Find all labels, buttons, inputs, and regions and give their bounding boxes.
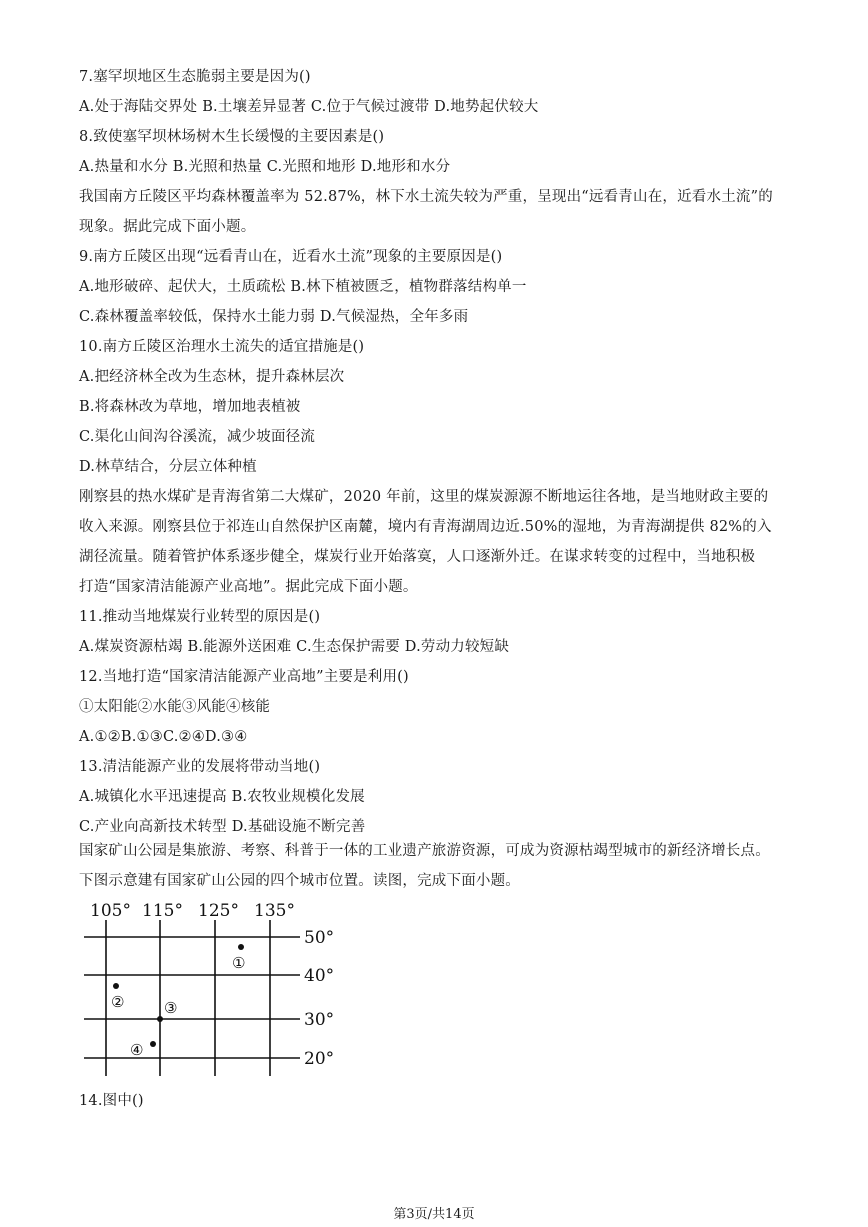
text-line: 8.致使塞罕坝林场树木生长缓慢的主要因素是() <box>79 129 385 145</box>
city-1-dot <box>238 944 244 950</box>
latitude-label-40: 40° <box>304 966 335 986</box>
text-line: B.将森林改为草地，增加地表植被 <box>79 399 301 415</box>
text-line: C.森林覆盖率较低，保持水土能力弱 D.气候湿热，全年多雨 <box>79 309 469 325</box>
longitude-label-105: 105° <box>90 901 131 921</box>
text-line: 湖径流量。随着管护体系逐步健全，煤炭行业开始落寞，人口逐渐外迁。在谋求转变的过程中，当地积极 <box>79 549 756 565</box>
map-svg <box>80 898 340 1078</box>
latitude-label-30: 30° <box>304 1010 335 1030</box>
question-14-stem: 14.图中() <box>79 1093 144 1109</box>
text-line: A.处于海陆交界处 B.土壤差异显著 C.位于气候过渡带 D.地势起伏较大 <box>79 99 539 115</box>
text-line: 我国南方丘陵区平均森林覆盖率为 52.87%，林下水土流失较为严重，呈现出“远看青山在，近看水土流”的 <box>79 189 773 205</box>
city-2-dot <box>113 983 119 989</box>
city-location-map <box>80 898 340 1078</box>
city-3-label: ③ <box>164 999 178 1017</box>
longitude-label-125: 125° <box>198 901 239 921</box>
text-line: A.地形破碎、起伏大，土质疏松 B.林下植被匮乏，植物群落结构单一 <box>79 279 527 295</box>
text-line: 12.当地打造“国家清洁能源产业高地”主要是利用() <box>79 669 409 685</box>
text-line: 13.清洁能源产业的发展将带动当地() <box>79 759 321 775</box>
text-line: A.城镇化水平迅速提高 B.农牧业规模化发展 <box>79 789 365 805</box>
text-line: 现象。据此完成下面小题。 <box>79 219 256 235</box>
longitude-label-115: 115° <box>142 901 183 921</box>
text-line: 9.南方丘陵区出现“远看青山在，近看水土流”现象的主要原因是() <box>79 249 503 265</box>
latitude-label-50: 50° <box>304 928 335 948</box>
page-footer: 第3页/共14页 <box>393 1207 475 1222</box>
longitude-label-135: 135° <box>254 901 295 921</box>
text-line: A.煤炭资源枯竭 B.能源外送困难 C.生态保护需要 D.劳动力较短缺 <box>79 639 510 655</box>
city-1-label: ① <box>232 954 246 972</box>
text-line: A.热量和水分 B.光照和热量 C.光照和地形 D.地形和水分 <box>79 159 451 175</box>
text-line: 10.南方丘陵区治理水土流失的适宜措施是() <box>79 339 365 355</box>
latitude-label-20: 20° <box>304 1049 335 1069</box>
text-line: 国家矿山公园是集旅游、考察、科普于一体的工业遗产旅游资源，可成为资源枯竭型城市的新经济增长点。 <box>79 843 770 859</box>
text-line: 7.塞罕坝地区生态脆弱主要是因为() <box>79 69 311 85</box>
text-line: 下图示意建有国家矿山公园的四个城市位置。读图，完成下面小题。 <box>79 873 520 889</box>
text-line: 打造“国家清洁能源产业高地”。据此完成下面小题。 <box>79 579 418 595</box>
city-2-label: ② <box>111 993 125 1011</box>
text-line: D.林草结合，分层立体种植 <box>79 459 257 475</box>
text-line: A.把经济林全改为生态林，提升森林层次 <box>79 369 345 385</box>
text-line: C.产业向高新技术转型 D.基础设施不断完善 <box>79 819 366 835</box>
text-line: 刚察县的热水煤矿是青海省第二大煤矿，2020 年前，这里的煤炭源源不断地运往各地，是当地财政主要的 <box>79 489 769 505</box>
text-line: C.渠化山间沟谷溪流，减少坡面径流 <box>79 429 316 445</box>
text-line: 收入来源。刚察县位于祁连山自然保护区南麓，境内有青海湖周边近.50%的湿地，为青海湖提供 82%的入 <box>79 519 772 535</box>
text-line: A.①②B.①③C.②④D.③④ <box>79 729 248 745</box>
text-line: 11.推动当地煤炭行业转型的原因是() <box>79 609 321 625</box>
city-4-dot <box>150 1041 156 1047</box>
city-3-dot <box>157 1016 163 1022</box>
text-line: ①太阳能②水能③风能④核能 <box>79 699 271 715</box>
city-4-label: ④ <box>130 1041 144 1059</box>
